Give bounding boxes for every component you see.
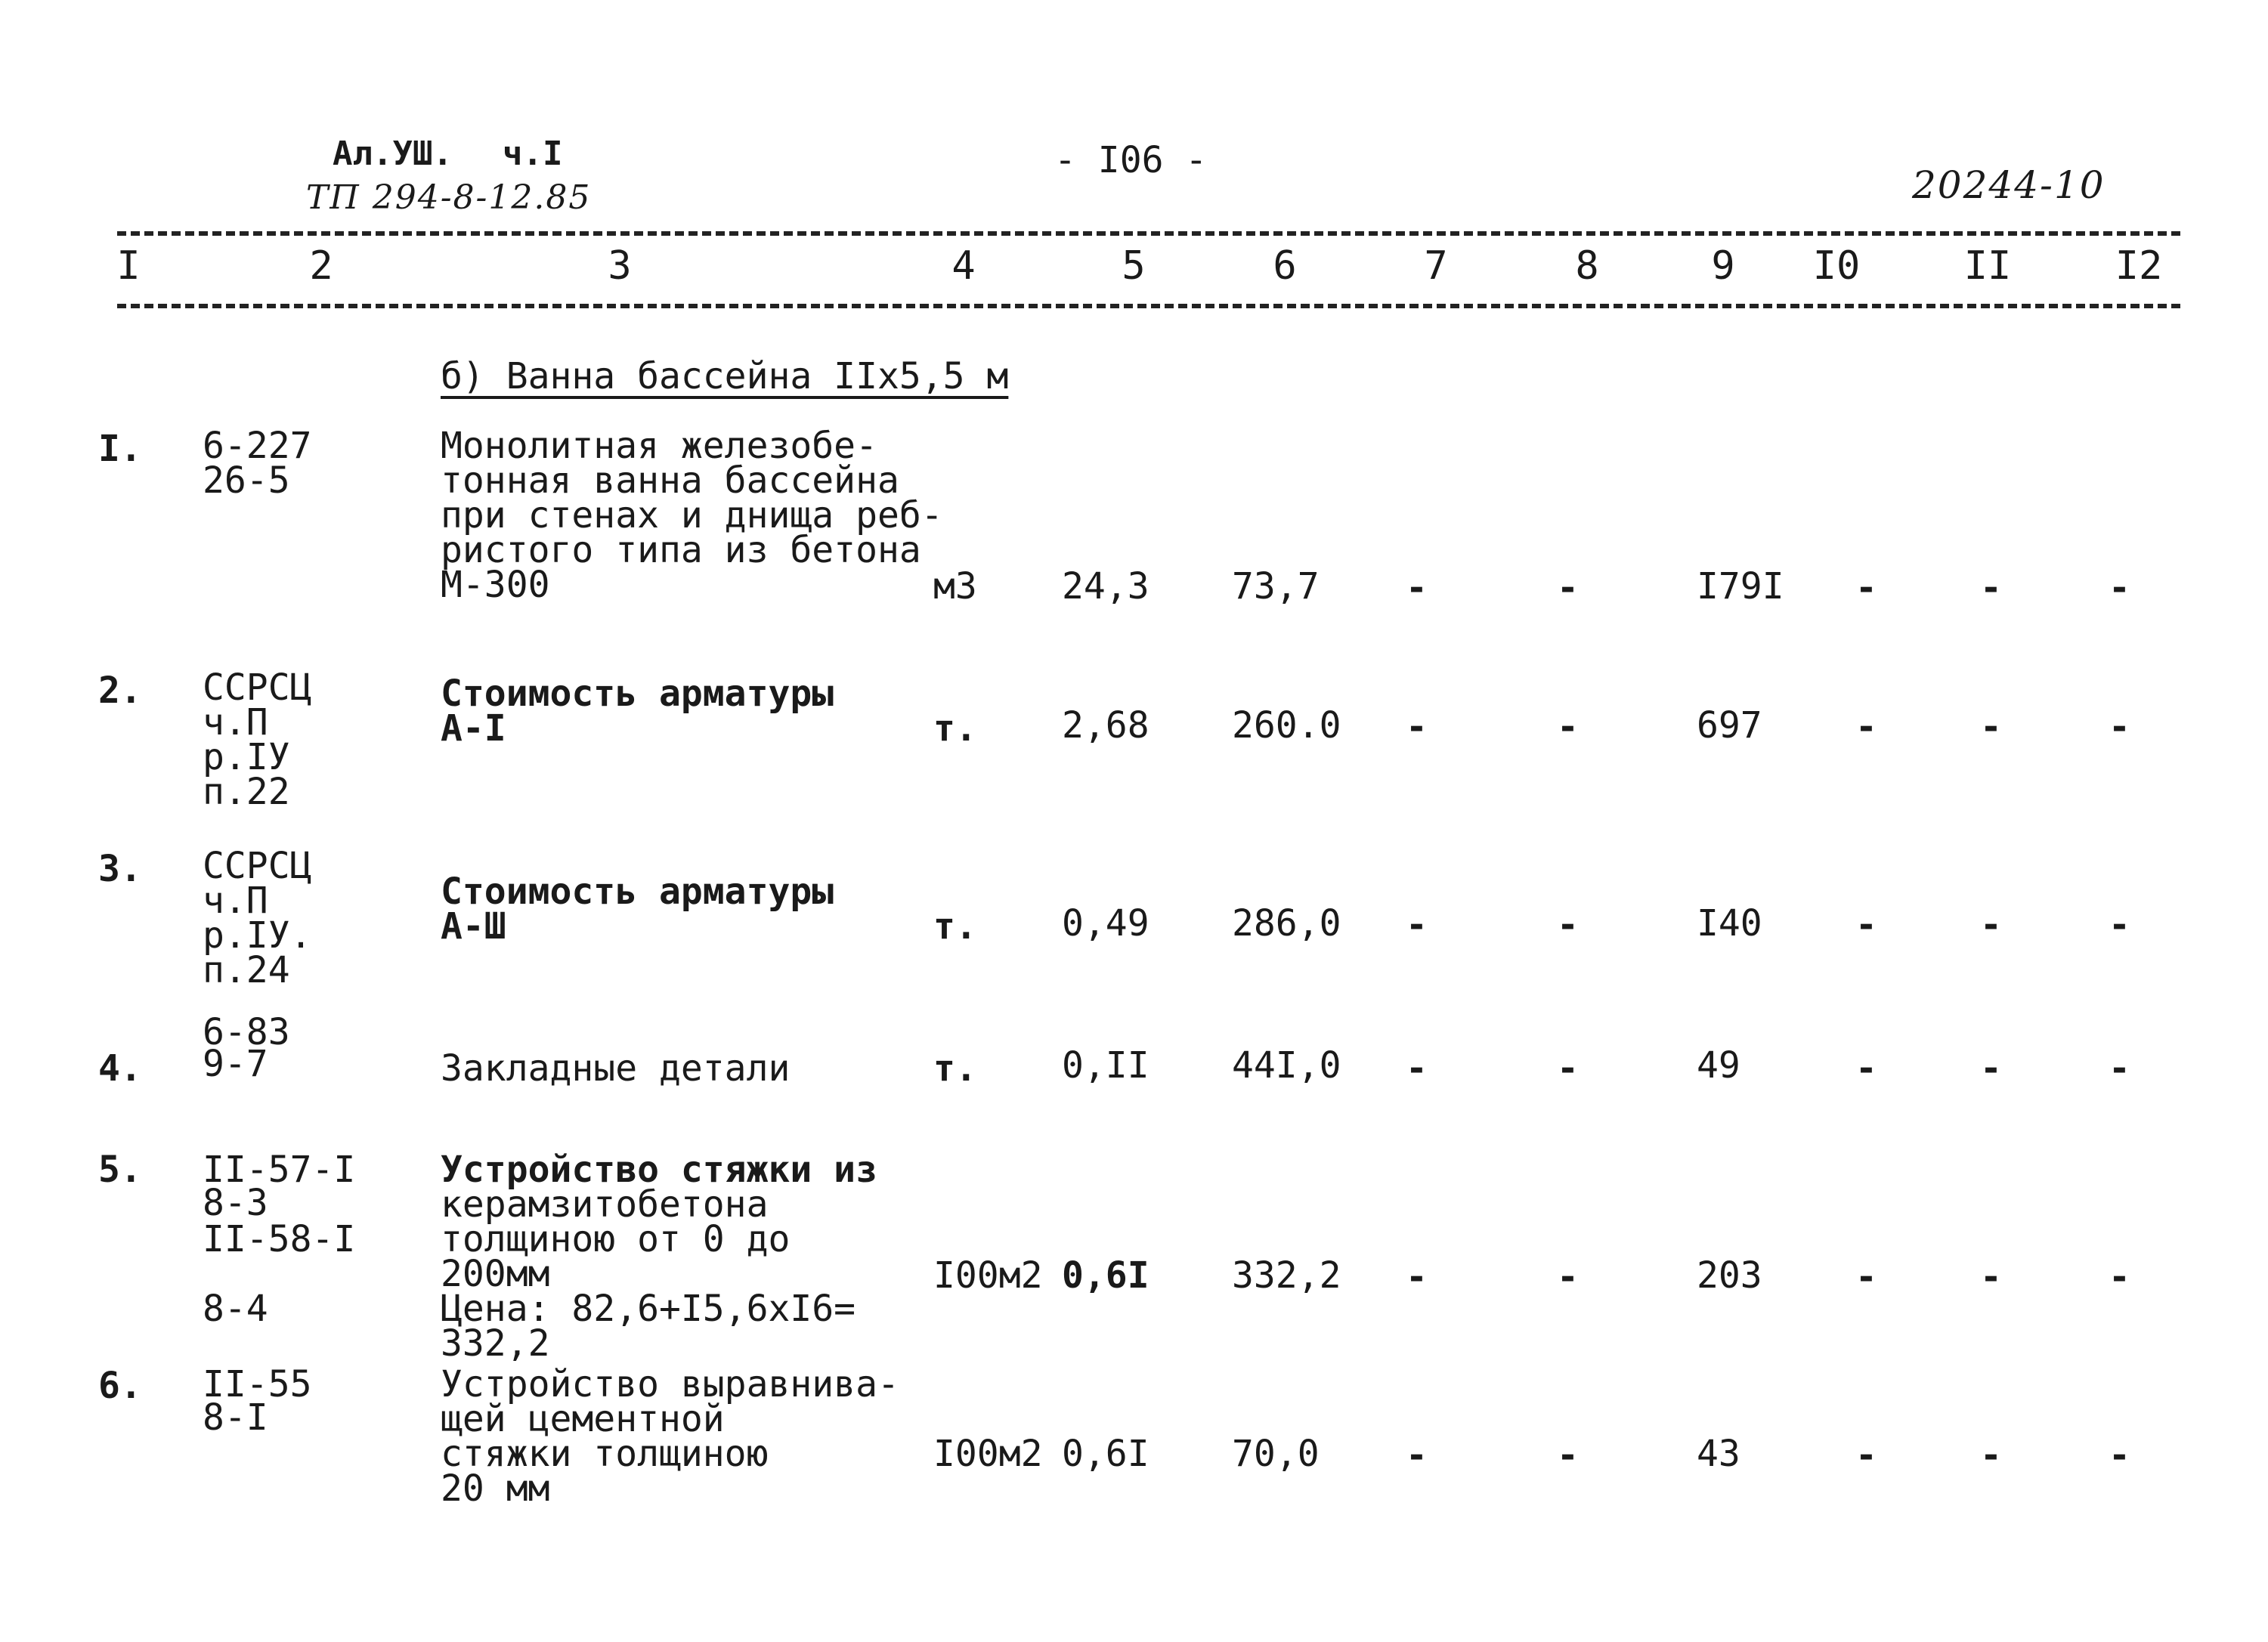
description-line: А-Ш (441, 905, 506, 948)
column-number: 7 (1424, 243, 1448, 289)
unit: т. (933, 707, 977, 750)
col7-value: - (1406, 1256, 1428, 1298)
col7-value: - (1406, 904, 1428, 946)
column-number: 4 (951, 243, 976, 289)
col7-value: - (1406, 567, 1428, 609)
total-cost: 697 (1697, 704, 1762, 747)
col10-value: - (1855, 904, 1877, 946)
norm-code-line: 8-I (203, 1396, 268, 1439)
description-line: М-300 (441, 564, 550, 606)
header-bottom-rule (117, 304, 2180, 308)
description-line: Монолитная железобе- (441, 425, 877, 467)
col10-value: - (1855, 1434, 1877, 1477)
unit: м3 (933, 565, 977, 608)
column-number: I (116, 243, 141, 289)
unit: I00м2 (933, 1254, 1043, 1297)
col12-value: - (2109, 1434, 2130, 1477)
column-number: 2 (309, 243, 333, 289)
description-line: Цена: 82,6+I5,6xI6= (441, 1288, 856, 1330)
total-cost: I40 (1697, 902, 1762, 945)
norm-code-line: 8-4 (203, 1288, 268, 1330)
total-cost: I79I (1697, 565, 1784, 608)
description-line: Устройство выравнива- (441, 1363, 899, 1405)
column-number: 9 (1711, 243, 1735, 289)
header-top-rule (117, 231, 2180, 236)
col10-value: - (1855, 1047, 1877, 1090)
unit-price: 44I,0 (1232, 1044, 1341, 1087)
col11-value: - (1980, 1434, 2002, 1477)
row-number: 2. (98, 669, 142, 712)
col8-value: - (1557, 1434, 1579, 1477)
description-line: 200мм (441, 1253, 550, 1295)
col11-value: - (1980, 706, 2002, 748)
column-number: I0 (1812, 243, 1861, 289)
norm-code-line: 6-83 (203, 1011, 290, 1053)
total-cost: 43 (1697, 1433, 1740, 1475)
col7-value: - (1406, 1047, 1428, 1090)
norm-code-line: р.IУ. (203, 914, 312, 957)
column-number: 8 (1575, 243, 1599, 289)
column-number: I2 (2115, 243, 2163, 289)
row-number: 3. (98, 848, 142, 890)
col12-value: - (2109, 1256, 2130, 1298)
row-number: 4. (98, 1047, 142, 1090)
col7-value: - (1406, 1434, 1428, 1477)
col7-value: - (1406, 706, 1428, 748)
unit-price: 73,7 (1232, 565, 1320, 608)
unit-price: 332,2 (1232, 1254, 1341, 1297)
quantity: 0,II (1062, 1044, 1149, 1087)
description-line: Стоимость арматуры (441, 870, 834, 913)
norm-code-line: II-58-I (203, 1218, 356, 1260)
description-line: стяжки толщиною (441, 1433, 769, 1475)
column-number: 3 (608, 243, 632, 289)
col11-value: - (1980, 567, 2002, 609)
norm-code-line: ч.П (203, 880, 268, 922)
description-line: щей цементной (441, 1398, 725, 1440)
description-line: 332,2 (441, 1322, 550, 1365)
norm-code-line: 9-7 (203, 1043, 268, 1085)
description-line: Закладные детали (441, 1047, 791, 1090)
quantity: 24,3 (1062, 565, 1149, 608)
column-number: 5 (1122, 243, 1146, 289)
description-line: тонная ванна бассейна (441, 459, 899, 502)
norm-code-line: II-57-I (203, 1149, 356, 1191)
description-line: 20 мм (441, 1467, 550, 1510)
description-line: ристого типа из бетона (441, 529, 921, 571)
norm-code-line: ССРСЦ (203, 845, 312, 887)
description-line: А-I (441, 707, 506, 750)
album-label: Ал.УШ. (333, 135, 453, 173)
norm-code-line: II-55 (203, 1363, 312, 1405)
description-line: при стенах и днища реб- (441, 494, 943, 537)
quantity: 0,6I (1062, 1433, 1149, 1475)
total-cost: 203 (1697, 1254, 1762, 1297)
col11-value: - (1980, 904, 2002, 946)
quantity: 2,68 (1062, 704, 1149, 747)
document-number: 20244-10 (1912, 163, 2106, 207)
unit: I00м2 (933, 1433, 1043, 1475)
part-label: ч.I (503, 135, 563, 173)
unit: т. (933, 905, 977, 948)
col8-value: - (1557, 1047, 1579, 1090)
quantity: 0,6I (1062, 1254, 1149, 1297)
col12-value: - (2109, 706, 2130, 748)
norm-code-line: 6-227 (203, 425, 312, 467)
col12-value: - (2109, 1047, 2130, 1090)
quantity: 0,49 (1062, 902, 1149, 945)
page-number: - I06 - (1054, 139, 1208, 181)
project-code: ТП 294-8-12.85 (306, 178, 592, 217)
norm-code-line: ч.П (203, 701, 268, 744)
unit-price: 286,0 (1232, 902, 1341, 945)
unit-price: 70,0 (1232, 1433, 1320, 1475)
description-line: Устройство стяжки из (441, 1149, 877, 1191)
column-number: II (1963, 243, 2012, 289)
col8-value: - (1557, 1256, 1579, 1298)
col11-value: - (1980, 1256, 2002, 1298)
total-cost: 49 (1697, 1044, 1740, 1087)
col8-value: - (1557, 706, 1579, 748)
description-line: толщиною от 0 до (441, 1218, 791, 1260)
description-line: Стоимость арматуры (441, 673, 834, 715)
col10-value: - (1855, 1256, 1877, 1298)
col10-value: - (1855, 567, 1877, 609)
col10-value: - (1855, 706, 1877, 748)
col12-value: - (2109, 904, 2130, 946)
col8-value: - (1557, 904, 1579, 946)
norm-code-line: 8-3 (203, 1182, 268, 1224)
row-number: 5. (98, 1149, 142, 1191)
column-number: 6 (1273, 243, 1297, 289)
col8-value: - (1557, 567, 1579, 609)
norm-code-line: р.IУ (203, 736, 290, 778)
norm-code-line: п.22 (203, 771, 290, 813)
unit: т. (933, 1047, 977, 1090)
col12-value: - (2109, 567, 2130, 609)
row-number: I. (98, 428, 142, 470)
norm-code-line: 26-5 (203, 459, 290, 502)
row-number: 6. (98, 1365, 142, 1407)
norm-code-line: ССРСЦ (203, 666, 312, 709)
norm-code-line: п.24 (203, 949, 290, 991)
col11-value: - (1980, 1047, 2002, 1090)
section-title: б) Ванна бассейна IIx5,5 м (441, 355, 1009, 397)
description-line: керамзитобетона (441, 1183, 769, 1226)
unit-price: 260.0 (1232, 704, 1341, 747)
